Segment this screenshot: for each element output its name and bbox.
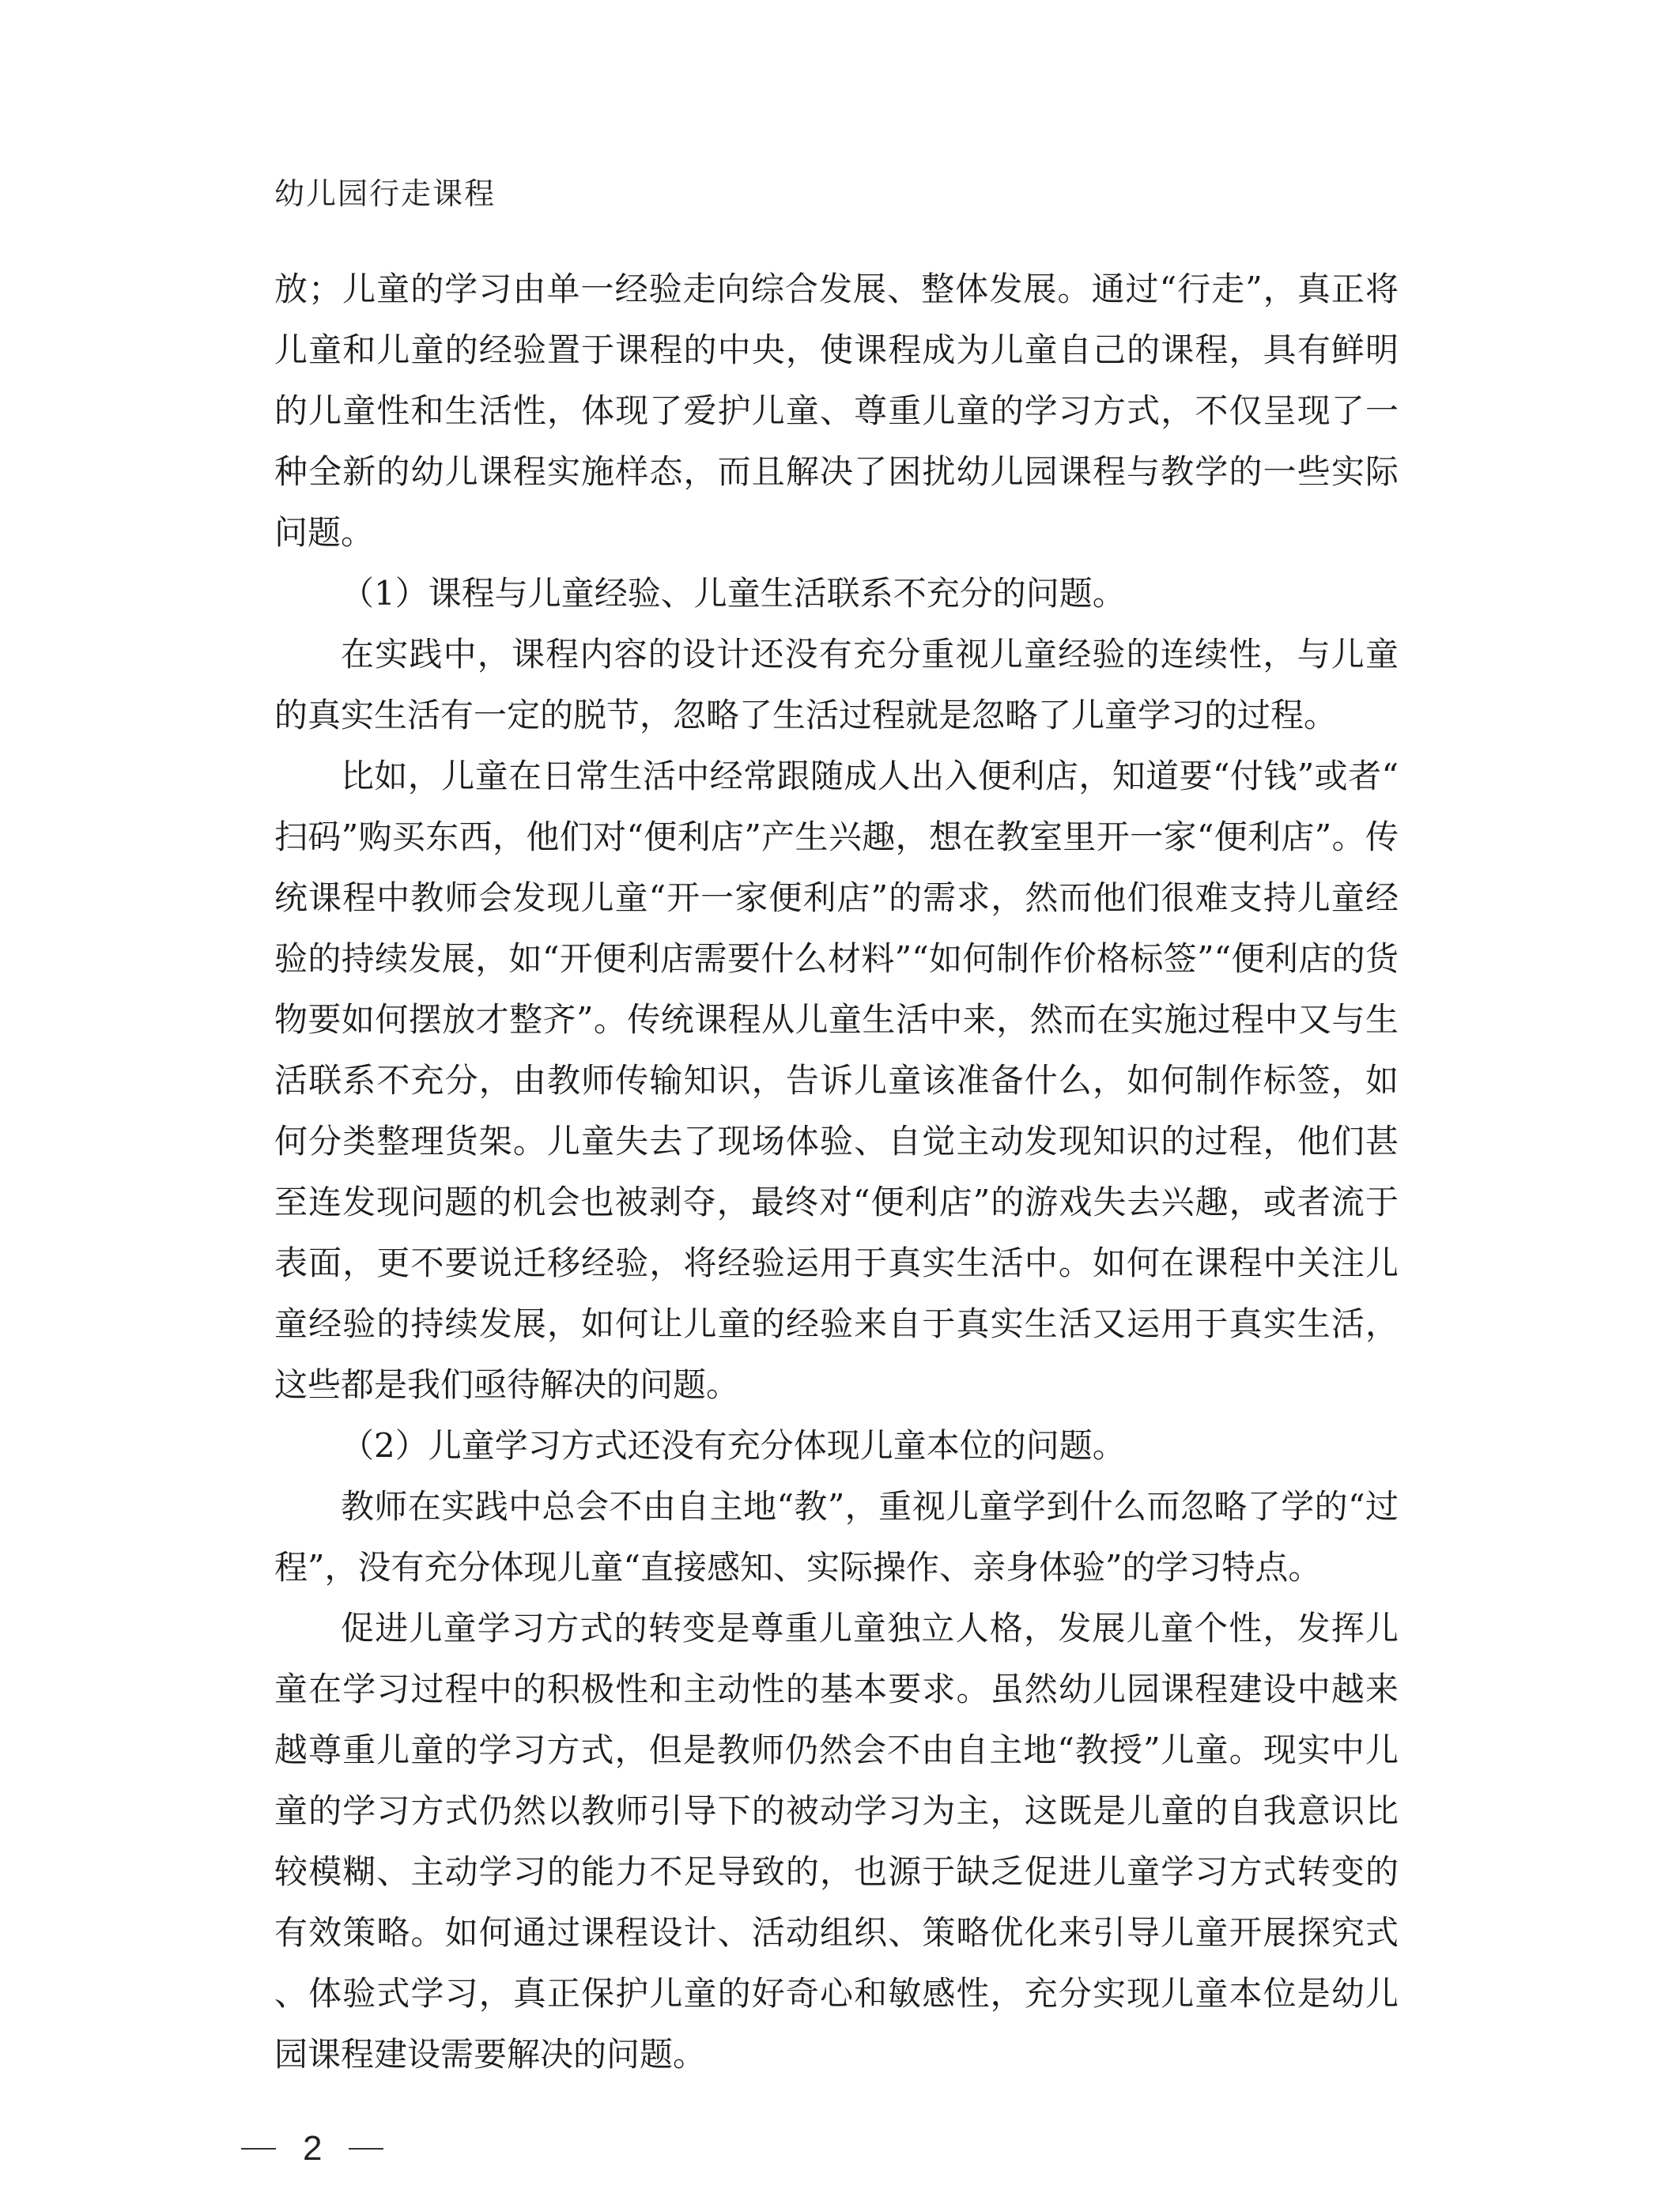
body-text <box>274 259 1399 2085</box>
page-number: 2 <box>303 2129 323 2168</box>
paragraph: 促进儿童学习方式的转变是尊重儿童独立人格，发展儿童个性，发挥儿童在学习过程中的积极性和主动性的基本要求。虽然幼儿园课程建设中越来越尊重儿童的学习方式，但是教师仍然会不由自主地“教授”儿童。现实中儿童的学习方式仍然以教师引导下的被动学习为主，这既是儿童的自我意识比较模糊、主动学习的能力不足导致的，也源于缺乏促进儿童学习方式转变的有效策略。如何通过课程设计、活动组织、策略优化来引导儿童开展探究式、体验式学习，真正保护儿童的好奇心和敏感性，充分实现儿童本位是幼儿园课程建设需要解决的问题。 <box>274 1609 1399 2074</box>
paragraph-continued: 放；儿童的学习由单一经验走向综合发展、整体发展。通过“行走”，真正将儿童和儿童的经验置于课程的中央，使课程成为儿童自己的课程，具有鲜明的儿童性和生活性，体现了爱护儿童、尊重儿童的学习方式，不仅呈现了一种全新的幼儿课程实施样态，而且解决了困扰幼儿园课程与教学的一些实际问题。 <box>274 270 1399 552</box>
subheading-item-2: （2）儿童学习方式还没有充分体现儿童本位的问题。 <box>341 1426 1126 1465</box>
paragraph: 比如，儿童在日常生活中经常跟随成人出入便利店，知道要“付钱”或者“扫码”购买东西，他们对“便利店”产生兴趣，想在教室里开一家“便利店”。传统课程中教师会发现儿童“开一家便利店”的需求，然而他们很难支持儿童经验的持续发展，如“开便利店需要什么材料”“如何制作价格标签”“便利店的货物要如何摆放才整齐”。传统课程从儿童生活中来，然而在实施过程中又与生活联系不充分，由教师传输知识，告诉儿童该准备什么，如何制作标签，如何分类整理货架。儿童失去了现场体验、自觉主动发现知识的过程，他们甚至连发现问题的机会也被剥夺，最终对“便利店”的游戏失去兴趣，或者流于表面，更不要说迁移经验，将经验运用于真实生活中。如何在课程中关注儿童经验的持续发展，如何让儿童的经验来自于真实生活又运用于真实生活，这些都是我们亟待解决的问题。 <box>274 757 1399 1404</box>
footer-dash-right <box>349 2148 383 2150</box>
paragraph: 教师在实践中总会不由自主地“教”，重视儿童学到什么而忽略了学的“过程”，没有充分体现儿童“直接感知、实际操作、亲身体验”的学习特点。 <box>274 1487 1399 1587</box>
subheading-item-1: （1）课程与儿童经验、儿童生活联系不充分的问题。 <box>341 574 1126 613</box>
footer-dash-left <box>241 2148 276 2150</box>
page-footer <box>241 2125 383 2172</box>
running-header: 幼儿园行走课程 <box>274 176 496 211</box>
paragraph: 在实践中，课程内容的设计还没有充分重视儿童经验的连续性，与儿童的真实生活有一定的脱节，忽略了生活过程就是忽略了儿童学习的过程。 <box>274 635 1399 734</box>
